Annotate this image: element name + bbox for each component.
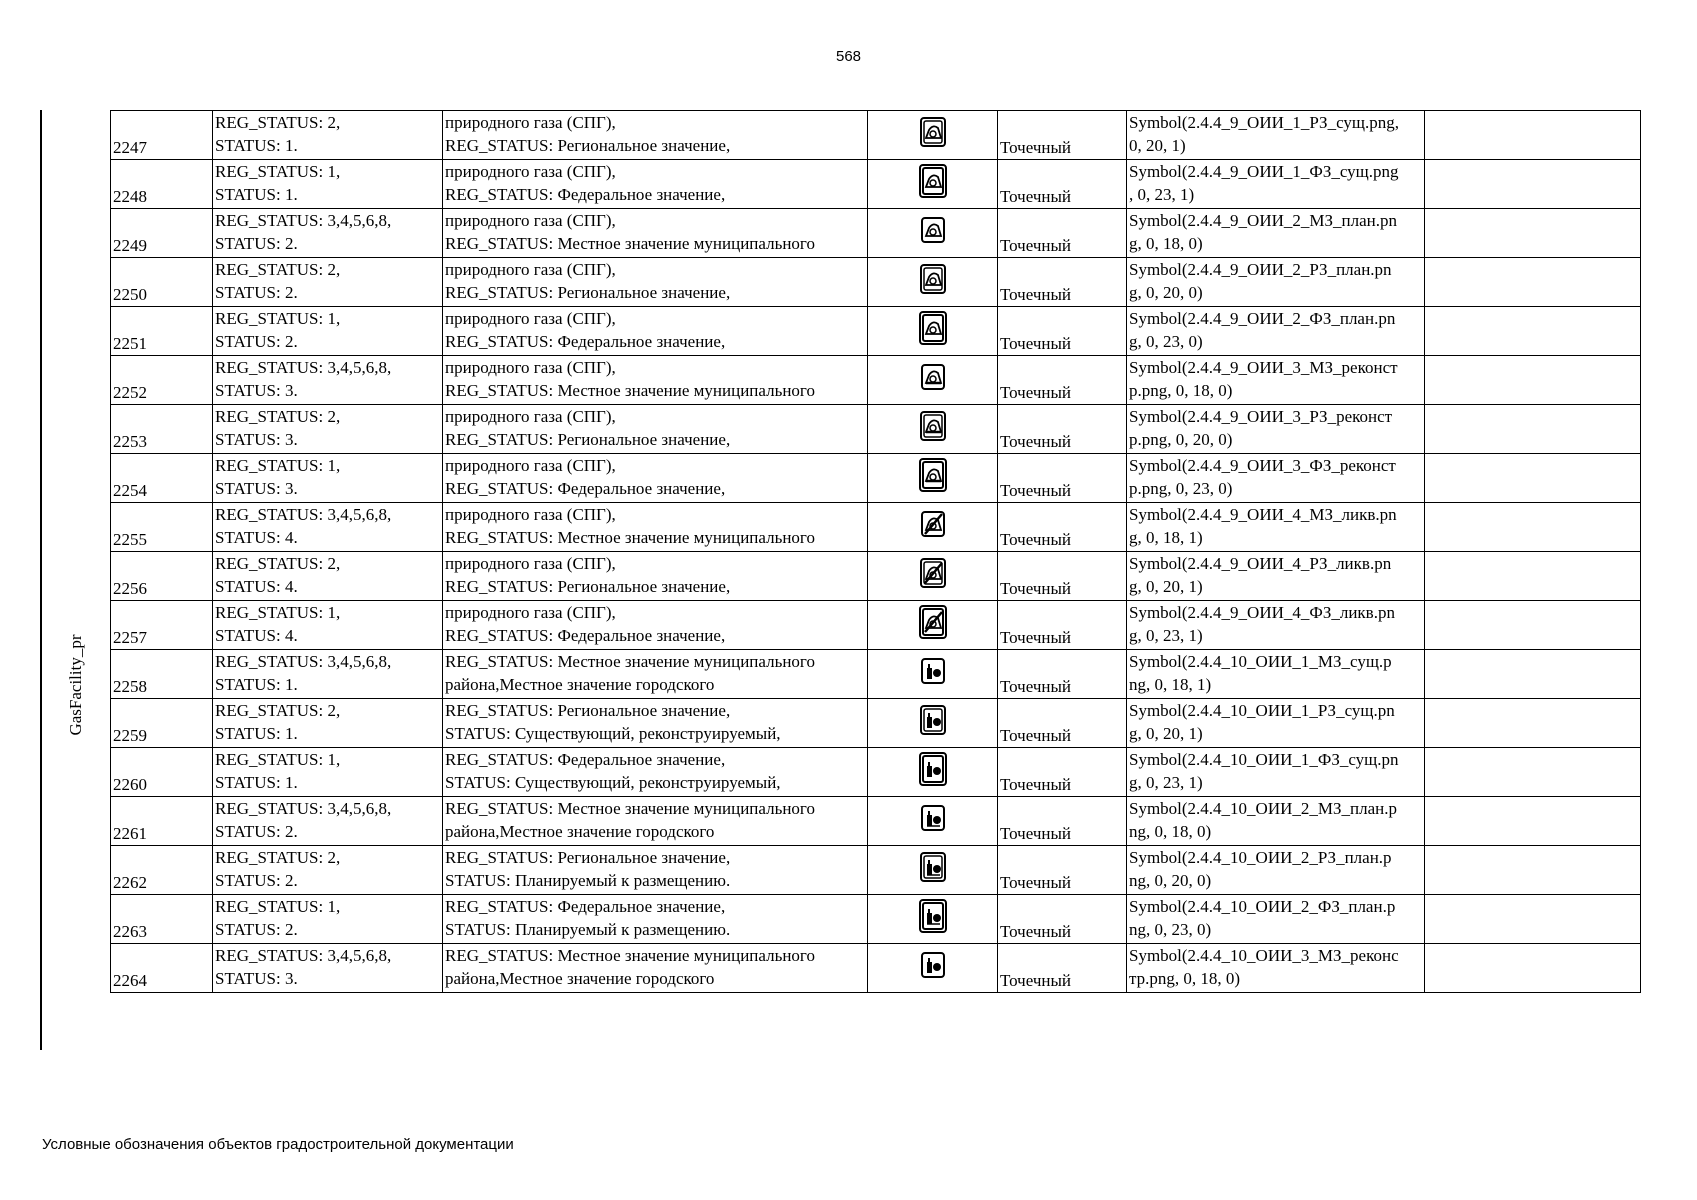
gas-facility-local-reconstruction-icon [916, 359, 950, 401]
status-line-1: REG_STATUS: 1, [215, 309, 341, 328]
description-line-1: природного газа (СПГ), [445, 456, 616, 475]
status-line-2: STATUS: 2. [215, 871, 298, 890]
table-row [111, 895, 1641, 944]
symbol-line-2: 0, 20, 1) [1129, 136, 1186, 155]
status-line-2: STATUS: 2. [215, 920, 298, 939]
symbol-expression-cell [1127, 405, 1425, 454]
symbol-expression-cell [1127, 552, 1425, 601]
symbol-line-1: Symbol(2.4.4_9_ОИИ_3_РЗ_реконст [1129, 407, 1393, 426]
empty-cell [1425, 846, 1641, 895]
status-line-1: REG_STATUS: 1, [215, 750, 341, 769]
geometry-type-cell: Точечный [998, 258, 1127, 307]
status-cell [213, 111, 443, 160]
gas-station-regional-planned-icon [916, 849, 950, 891]
symbol-preview-cell [868, 748, 998, 797]
symbol-preview-cell [868, 405, 998, 454]
status-cell [213, 895, 443, 944]
description-line-2: REG_STATUS: Региональное значение, [445, 283, 731, 302]
description-line-1: природного газа (СПГ), [445, 358, 616, 377]
status-line-2: STATUS: 2. [215, 822, 298, 841]
description-cell [443, 797, 868, 846]
table-row [111, 209, 1641, 258]
gas-station-federal-planned-icon [916, 898, 950, 940]
status-cell [213, 405, 443, 454]
geometry-type-cell: Точечный [998, 111, 1127, 160]
table-row [111, 650, 1641, 699]
symbol-expression-cell [1127, 160, 1425, 209]
description-line-2: REG_STATUS: Федеральное значение, [445, 626, 726, 645]
symbol-line-1: Symbol(2.4.4_9_ОИИ_4_МЗ_ликв.pn [1129, 505, 1397, 524]
symbol-line-1: Symbol(2.4.4_10_ОИИ_1_ФЗ_сущ.pn [1129, 750, 1399, 769]
description-line-1: природного газа (СПГ), [445, 554, 616, 573]
description-line-1: природного газа (СПГ), [445, 113, 616, 132]
description-cell [443, 405, 868, 454]
status-cell [213, 846, 443, 895]
description-line-1: природного газа (СПГ), [445, 211, 616, 230]
gas-facility-federal-liquidation-icon [916, 604, 950, 646]
description-line-1: природного газа (СПГ), [445, 162, 616, 181]
symbol-line-2: g, 0, 20, 0) [1129, 283, 1203, 302]
row-id: 2263 [111, 895, 213, 944]
symbol-line-2: g, 0, 23, 0) [1129, 332, 1203, 351]
symbol-preview-cell [868, 797, 998, 846]
status-line-2: STATUS: 3. [215, 381, 298, 400]
description-cell [443, 503, 868, 552]
description-cell [443, 454, 868, 503]
geometry-type-cell: Точечный [998, 846, 1127, 895]
symbol-line-1: Symbol(2.4.4_9_ОИИ_2_МЗ_план.pn [1129, 211, 1397, 230]
row-id: 2253 [111, 405, 213, 454]
geometry-type-cell: Точечный [998, 356, 1127, 405]
table-row [111, 699, 1641, 748]
symbol-preview-cell [868, 454, 998, 503]
empty-cell [1425, 111, 1641, 160]
description-line-2: STATUS: Планируемый к размещению. [445, 920, 731, 939]
status-line-1: REG_STATUS: 2, [215, 113, 341, 132]
gas-station-regional-existing-icon [916, 702, 950, 744]
status-cell [213, 307, 443, 356]
geometry-type-cell: Точечный [998, 944, 1127, 993]
description-cell [443, 699, 868, 748]
symbol-line-2: ng, 0, 18, 0) [1129, 822, 1212, 841]
margin-rule [40, 110, 42, 1050]
table-row [111, 258, 1641, 307]
table-row [111, 454, 1641, 503]
description-cell [443, 160, 868, 209]
status-cell [213, 356, 443, 405]
table-row [111, 356, 1641, 405]
status-cell [213, 944, 443, 993]
description-line-2: STATUS: Планируемый к размещению. [445, 871, 731, 890]
row-id: 2261 [111, 797, 213, 846]
status-line-2: STATUS: 3. [215, 479, 298, 498]
symbol-line-2: ng, 0, 23, 0) [1129, 920, 1212, 939]
status-line-1: REG_STATUS: 3,4,5,6,8, [215, 799, 392, 818]
gas-facility-regional-planned-icon [916, 261, 950, 303]
symbol-line-1: Symbol(2.4.4_10_ОИИ_2_РЗ_план.p [1129, 848, 1392, 867]
geometry-type-cell: Точечный [998, 552, 1127, 601]
geometry-type-cell: Точечный [998, 209, 1127, 258]
symbol-expression-cell [1127, 944, 1425, 993]
row-id: 2254 [111, 454, 213, 503]
status-line-1: REG_STATUS: 1, [215, 603, 341, 622]
description-line-1: природного газа (СПГ), [445, 407, 616, 426]
symbol-line-1: Symbol(2.4.4_10_ОИИ_1_МЗ_сущ.p [1129, 652, 1392, 671]
description-line-1: REG_STATUS: Региональное значение, [445, 848, 731, 867]
description-cell [443, 650, 868, 699]
geometry-type-cell: Точечный [998, 503, 1127, 552]
status-line-1: REG_STATUS: 1, [215, 162, 341, 181]
description-cell [443, 944, 868, 993]
description-cell [443, 209, 868, 258]
geometry-type-cell: Точечный [998, 160, 1127, 209]
gas-station-local-existing-icon [916, 653, 950, 695]
status-line-1: REG_STATUS: 2, [215, 407, 341, 426]
table-row [111, 111, 1641, 160]
symbol-line-1: Symbol(2.4.4_10_ОИИ_2_ФЗ_план.p [1129, 897, 1396, 916]
symbol-line-2: р.png, 0, 23, 0) [1129, 479, 1233, 498]
geometry-type-cell: Точечный [998, 307, 1127, 356]
status-cell [213, 209, 443, 258]
symbol-line-2: р.png, 0, 20, 0) [1129, 430, 1233, 449]
symbol-line-2: g, 0, 23, 1) [1129, 626, 1203, 645]
symbol-preview-cell [868, 895, 998, 944]
description-line-1: природного газа (СПГ), [445, 309, 616, 328]
symbol-line-2: ng, 0, 18, 1) [1129, 675, 1212, 694]
description-cell [443, 258, 868, 307]
symbol-expression-cell [1127, 650, 1425, 699]
status-cell [213, 699, 443, 748]
status-cell [213, 454, 443, 503]
symbol-preview-cell [868, 944, 998, 993]
symbol-line-1: Symbol(2.4.4_9_ОИИ_3_МЗ_реконст [1129, 358, 1398, 377]
status-line-2: STATUS: 4. [215, 626, 298, 645]
description-line-2: REG_STATUS: Региональное значение, [445, 577, 731, 596]
status-cell [213, 601, 443, 650]
description-line-1: REG_STATUS: Местное значение муниципального [445, 799, 815, 818]
symbol-expression-cell [1127, 307, 1425, 356]
status-line-1: REG_STATUS: 3,4,5,6,8, [215, 652, 392, 671]
empty-cell [1425, 895, 1641, 944]
table-row [111, 307, 1641, 356]
status-line-2: STATUS: 1. [215, 773, 298, 792]
symbol-expression-cell [1127, 797, 1425, 846]
symbol-expression-cell [1127, 601, 1425, 650]
symbol-preview-cell [868, 307, 998, 356]
table-row [111, 748, 1641, 797]
status-line-1: REG_STATUS: 2, [215, 554, 341, 573]
symbol-preview-cell [868, 650, 998, 699]
empty-cell [1425, 258, 1641, 307]
description-line-1: природного газа (СПГ), [445, 505, 616, 524]
symbol-line-1: Symbol(2.4.4_9_ОИИ_2_РЗ_план.pn [1129, 260, 1392, 279]
status-line-2: STATUS: 2. [215, 234, 298, 253]
description-line-2: REG_STATUS: Федеральное значение, [445, 479, 726, 498]
table-row [111, 405, 1641, 454]
status-cell [213, 503, 443, 552]
description-cell [443, 895, 868, 944]
gas-facility-federal-existing-icon [916, 163, 950, 205]
symbol-preview-cell [868, 601, 998, 650]
gas-facility-federal-reconstruction-icon [916, 457, 950, 499]
status-line-1: REG_STATUS: 1, [215, 897, 341, 916]
empty-cell [1425, 797, 1641, 846]
empty-cell [1425, 454, 1641, 503]
gas-station-local-reconstruction-icon [916, 947, 950, 989]
description-line-2: REG_STATUS: Региональное значение, [445, 430, 731, 449]
table-row [111, 160, 1641, 209]
symbol-expression-cell [1127, 895, 1425, 944]
symbol-preview-cell [868, 699, 998, 748]
status-line-2: STATUS: 3. [215, 969, 298, 988]
geometry-type-cell: Точечный [998, 454, 1127, 503]
gas-facility-regional-liquidation-icon [916, 555, 950, 597]
description-line-2: REG_STATUS: Федеральное значение, [445, 332, 726, 351]
row-id: 2264 [111, 944, 213, 993]
description-cell [443, 552, 868, 601]
symbol-line-2: g, 0, 23, 1) [1129, 773, 1203, 792]
description-line-1: природного газа (СПГ), [445, 260, 616, 279]
description-line-1: REG_STATUS: Региональное значение, [445, 701, 731, 720]
geometry-type-cell: Точечный [998, 650, 1127, 699]
gas-facility-local-liquidation-icon [916, 506, 950, 548]
status-line-2: STATUS: 2. [215, 332, 298, 351]
table-row [111, 552, 1641, 601]
description-cell [443, 111, 868, 160]
table-row [111, 846, 1641, 895]
description-line-2: REG_STATUS: Местное значение муниципального [445, 381, 815, 400]
row-id: 2258 [111, 650, 213, 699]
symbol-preview-cell [868, 356, 998, 405]
status-line-1: REG_STATUS: 2, [215, 848, 341, 867]
row-id: 2252 [111, 356, 213, 405]
empty-cell [1425, 748, 1641, 797]
status-cell [213, 650, 443, 699]
status-line-2: STATUS: 4. [215, 577, 298, 596]
symbol-line-1: Symbol(2.4.4_10_ОИИ_2_МЗ_план.p [1129, 799, 1397, 818]
description-line-2: REG_STATUS: Региональное значение, [445, 136, 731, 155]
description-line-2: STATUS: Существующий, реконструируемый, [445, 773, 781, 792]
row-id: 2259 [111, 699, 213, 748]
description-line-2: района,Местное значение городского [445, 969, 715, 988]
status-cell [213, 552, 443, 601]
table-row [111, 503, 1641, 552]
symbol-line-1: Symbol(2.4.4_10_ОИИ_3_МЗ_реконс [1129, 946, 1399, 965]
symbol-preview-cell [868, 503, 998, 552]
empty-cell [1425, 699, 1641, 748]
description-line-1: REG_STATUS: Местное значение муниципального [445, 946, 815, 965]
gas-facility-regional-reconstruction-icon [916, 408, 950, 450]
description-cell [443, 356, 868, 405]
empty-cell [1425, 650, 1641, 699]
gas-station-federal-existing-icon [916, 751, 950, 793]
status-line-2: STATUS: 3. [215, 430, 298, 449]
row-id: 2250 [111, 258, 213, 307]
description-line-1: REG_STATUS: Местное значение муниципального [445, 652, 815, 671]
geometry-type-cell: Точечный [998, 797, 1127, 846]
status-line-2: STATUS: 1. [215, 675, 298, 694]
symbol-registry-table [110, 110, 1641, 993]
symbol-line-1: Symbol(2.4.4_9_ОИИ_2_ФЗ_план.pn [1129, 309, 1396, 328]
symbol-line-2: g, 0, 18, 1) [1129, 528, 1203, 547]
symbol-line-1: Symbol(2.4.4_10_ОИИ_1_РЗ_сущ.pn [1129, 701, 1395, 720]
row-id: 2256 [111, 552, 213, 601]
geometry-type-cell: Точечный [998, 895, 1127, 944]
gas-facility-federal-planned-icon [916, 310, 950, 352]
status-cell [213, 160, 443, 209]
symbol-expression-cell [1127, 699, 1425, 748]
status-line-2: STATUS: 1. [215, 136, 298, 155]
symbol-expression-cell [1127, 258, 1425, 307]
description-cell [443, 846, 868, 895]
table-row [111, 944, 1641, 993]
symbol-line-2: g, 0, 18, 0) [1129, 234, 1203, 253]
symbol-expression-cell [1127, 454, 1425, 503]
symbol-line-2: , 0, 23, 1) [1129, 185, 1195, 204]
description-line-1: REG_STATUS: Федеральное значение, [445, 897, 726, 916]
symbol-line-2: тр.png, 0, 18, 0) [1129, 969, 1241, 988]
symbol-preview-cell [868, 209, 998, 258]
symbol-line-2: р.png, 0, 18, 0) [1129, 381, 1233, 400]
row-id: 2257 [111, 601, 213, 650]
empty-cell [1425, 601, 1641, 650]
status-cell [213, 797, 443, 846]
symbol-expression-cell [1127, 209, 1425, 258]
table-row [111, 797, 1641, 846]
description-line-2: REG_STATUS: Местное значение муниципального [445, 234, 815, 253]
description-line-2: STATUS: Существующий, реконструируемый, [445, 724, 781, 743]
geometry-type-cell: Точечный [998, 601, 1127, 650]
symbol-line-1: Symbol(2.4.4_9_ОИИ_4_РЗ_ликв.pn [1129, 554, 1392, 573]
symbol-line-1: Symbol(2.4.4_9_ОИИ_1_РЗ_сущ.png, [1129, 113, 1399, 132]
symbol-line-1: Symbol(2.4.4_9_ОИИ_3_ФЗ_реконст [1129, 456, 1396, 475]
description-cell [443, 307, 868, 356]
description-cell [443, 748, 868, 797]
symbol-line-2: ng, 0, 20, 0) [1129, 871, 1212, 890]
empty-cell [1425, 356, 1641, 405]
row-id: 2247 [111, 111, 213, 160]
symbol-line-2: g, 0, 20, 1) [1129, 577, 1203, 596]
row-id: 2251 [111, 307, 213, 356]
row-id: 2249 [111, 209, 213, 258]
status-line-1: REG_STATUS: 3,4,5,6,8, [215, 505, 392, 524]
symbol-preview-cell [868, 258, 998, 307]
description-line-1: REG_STATUS: Федеральное значение, [445, 750, 726, 769]
status-line-2: STATUS: 2. [215, 283, 298, 302]
symbol-line-1: Symbol(2.4.4_9_ОИИ_4_ФЗ_ликв.pn [1129, 603, 1395, 622]
symbol-expression-cell [1127, 356, 1425, 405]
empty-cell [1425, 503, 1641, 552]
empty-cell [1425, 944, 1641, 993]
empty-cell [1425, 160, 1641, 209]
empty-cell [1425, 552, 1641, 601]
gas-facility-regional-existing-icon [916, 114, 950, 156]
geometry-type-cell: Точечный [998, 748, 1127, 797]
geometry-type-cell: Точечный [998, 405, 1127, 454]
page-number: 568 [835, 48, 862, 65]
row-id: 2255 [111, 503, 213, 552]
status-line-1: REG_STATUS: 3,4,5,6,8, [215, 358, 392, 377]
symbol-expression-cell [1127, 111, 1425, 160]
status-line-2: STATUS: 4. [215, 528, 298, 547]
symbol-expression-cell [1127, 846, 1425, 895]
geometry-type-cell: Точечный [998, 699, 1127, 748]
description-line-2: REG_STATUS: Федеральное значение, [445, 185, 726, 204]
empty-cell [1425, 405, 1641, 454]
symbol-preview-cell [868, 160, 998, 209]
symbol-preview-cell [868, 846, 998, 895]
status-line-2: STATUS: 1. [215, 724, 298, 743]
empty-cell [1425, 307, 1641, 356]
status-line-1: REG_STATUS: 3,4,5,6,8, [215, 946, 392, 965]
row-id: 2248 [111, 160, 213, 209]
description-line-2: REG_STATUS: Местное значение муниципального [445, 528, 815, 547]
row-id: 2262 [111, 846, 213, 895]
gas-facility-local-planned-icon [916, 212, 950, 254]
status-line-1: REG_STATUS: 3,4,5,6,8, [215, 211, 392, 230]
description-cell [443, 601, 868, 650]
status-line-1: REG_STATUS: 2, [215, 701, 341, 720]
status-cell [213, 258, 443, 307]
symbol-expression-cell [1127, 503, 1425, 552]
description-line-2: района,Местное значение городского [445, 822, 715, 841]
document-footer: Условные обозначения объектов градостроительной документации [42, 1136, 514, 1153]
status-line-1: REG_STATUS: 1, [215, 456, 341, 475]
symbol-preview-cell [868, 111, 998, 160]
table-row [111, 601, 1641, 650]
symbol-line-1: Symbol(2.4.4_9_ОИИ_1_ФЗ_сущ.png [1129, 162, 1399, 181]
description-line-2: района,Местное значение городского [445, 675, 715, 694]
status-line-1: REG_STATUS: 2, [215, 260, 341, 279]
layer-name-label: GasFacility_pr [66, 634, 85, 736]
row-id: 2260 [111, 748, 213, 797]
status-line-2: STATUS: 1. [215, 185, 298, 204]
symbol-line-2: g, 0, 20, 1) [1129, 724, 1203, 743]
gas-station-local-planned-icon [916, 800, 950, 842]
symbol-expression-cell [1127, 748, 1425, 797]
symbol-preview-cell [868, 552, 998, 601]
empty-cell [1425, 209, 1641, 258]
description-line-1: природного газа (СПГ), [445, 603, 616, 622]
table-body [111, 111, 1641, 993]
status-cell [213, 748, 443, 797]
